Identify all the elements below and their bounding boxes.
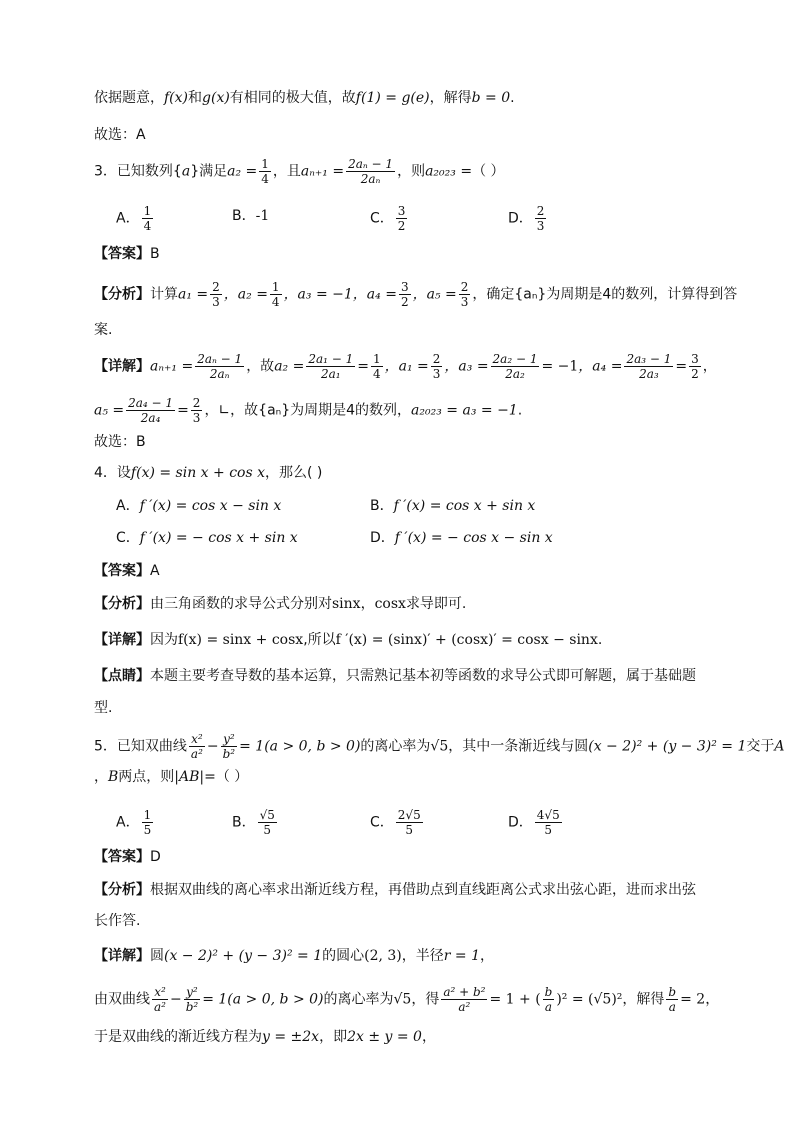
q5-detail-2: 由双曲线 $\frac{\text{x²}}{\text{a²}}$ − $\frac{\text{y²}}{\text{b²}}$ = 1(a > 0, b > 0)的离心率为√5，得 $\frac{\text{a² + b²}}{\text{a²}}$ = 1 + ( $\frac{b}{a}$ )² = (√5)²，解得 $\frac{b}{a}$ = 2，: [94, 985, 720, 1014]
q3-analysis-cont: 案.: [94, 322, 113, 338]
q5-option-a: A． $\frac{1}{5}$: [116, 808, 152, 837]
q5-stem: 5．已知双曲线 $\frac{\text{x²}}{\text{a²}}$ − $\frac{\text{y²}}{\text{b²}}$ = 1(a > 0, b > 0)的离心率为√5，其中一条渐近线与圆(x − 2)² + (y − 3)² = 1交于A: [94, 732, 785, 761]
q3-option-c: C． $\frac{3}{2}$: [370, 204, 406, 233]
text: 3．已知数列{: [94, 163, 182, 180]
q4-analysis: 【分析】由三角函数的求导公式分别对sinx，cosx求导即可.: [94, 596, 467, 612]
math: g(x): [202, 90, 230, 106]
q5-answer: 【答案】D: [94, 849, 161, 865]
math: f(x): [164, 90, 189, 106]
q5-stem-cont: ，B两点，则|AB|=（ ）: [94, 769, 249, 785]
q4-option-d: D．f ′(x) = − cos x − sin x: [370, 530, 553, 546]
q4-option-c: C．f ′(x) = − cos x + sin x: [116, 530, 298, 546]
q3-detail-cont: a₅ = $\frac{\text{2a₄ − 1}}{\text{2a₄}}$ = $\frac{2}{3}$ ，∟，故{aₙ}为周期是4的数列，a₂₀₂₃ = a₃ = −1.: [94, 396, 523, 425]
q5-option-c: C． $\frac{2√5}{5}$: [370, 808, 421, 837]
text: .: [510, 90, 515, 106]
text: （ ）: [472, 163, 505, 180]
q3-option-b: B．-1: [232, 208, 270, 224]
math: f(1) = g(e): [355, 90, 430, 106]
text: }满足: [190, 163, 228, 180]
math: a: [181, 163, 191, 180]
q5-option-d: D． $\frac{4√5}{5}$: [508, 808, 560, 837]
q5-analysis: 【分析】根据双曲线的离心率求出渐近线方程，再借助点到直线距离公式求出弦心距，进而求出弦: [94, 882, 696, 898]
q4-option-a: A．f ′(x) = cos x − sin x: [116, 498, 282, 514]
q4-option-b: B．f ′(x) = cos x + sin x: [370, 498, 536, 514]
q3-option-d: D． $\frac{2}{3}$: [508, 204, 545, 233]
text: ，且: [272, 163, 301, 180]
q4-detail: 【详解】因为f(x) = sinx + cosx,所以f ′(x) = (sinx)′ + (cosx)′ = cosx − sinx.: [94, 632, 603, 648]
q4-answer: 【答案】A: [94, 563, 160, 579]
math: aₙ₊₁ =: [300, 163, 345, 180]
q3-stem: [94, 157, 702, 186]
q3-choose: 故选：B: [94, 434, 146, 450]
q3-detail: 【详解】aₙ₊₁ = $\frac{\text{2aₙ − 1}}{\text{2aₙ}}$ ，故a₂ = $\frac{\text{2a₁ − 1}}{\text{2a₁}}$ = $\frac{1}{4}$ ，a₁ = $\frac{2}{3}$ ，a₃ = $\frac{\text{2a₂ − 1}}{\text{2a₂}}$ = −1，a₄ = $\frac{\text{2a₃ − 1}}{\text{2a₃}}$ = $\frac{3}{2}$ ，: [94, 352, 717, 381]
text: 依据题意，: [94, 90, 164, 106]
text: ，则: [397, 163, 426, 180]
q5-analysis-cont: 长作答.: [94, 913, 141, 929]
math: a₂ =: [227, 163, 258, 180]
text: ，解得: [429, 90, 472, 106]
math: b = 0: [471, 90, 511, 106]
q4-comment-cont: 型.: [94, 700, 113, 716]
q4-stem: 4．设f(x) = sin x + cos x，那么( ): [94, 465, 323, 481]
q4-comment: 【点睛】本题主要考查导数的基本运算，只需熟记基本初等函数的求导公式即可解题，属于基础题: [94, 668, 696, 684]
q5-detail-3: 于是双曲线的渐近线方程为y = ±2x，即2x ± y = 0，: [94, 1029, 436, 1045]
q5-detail: 【详解】圆(x − 2)² + (y − 3)² = 1的圆心(2, 3)，半径r = 1，: [94, 948, 494, 964]
q3-option-a: A． $\frac{1}{4}$: [116, 204, 152, 233]
q2-choose: 故选：A: [94, 127, 146, 143]
text: 有相同的极大值，故: [229, 90, 356, 106]
q5-option-b: B． $\frac{√5}{5}$: [232, 808, 275, 837]
q3-answer: 【答案】B: [94, 246, 160, 262]
intro-line: [94, 86, 702, 110]
q3-analysis: 【分析】计算a₁ = $\frac{2}{3}$ ，a₂ = $\frac{1}{4}$ ，a₃ = −1，a₄ = $\frac{3}{2}$ ，a₅ = $\frac{2}{3}$ ，确定{aₙ}为周期是4的数列，计算得到答: [94, 280, 738, 309]
text: 和: [188, 90, 203, 106]
fraction: $\frac{1}{4}$: [261, 157, 269, 186]
math: a₂₀₂₃ =: [425, 163, 473, 180]
fraction: $\frac{\text{2aₙ − 1}}{\text{2aₙ}}$: [348, 157, 394, 186]
